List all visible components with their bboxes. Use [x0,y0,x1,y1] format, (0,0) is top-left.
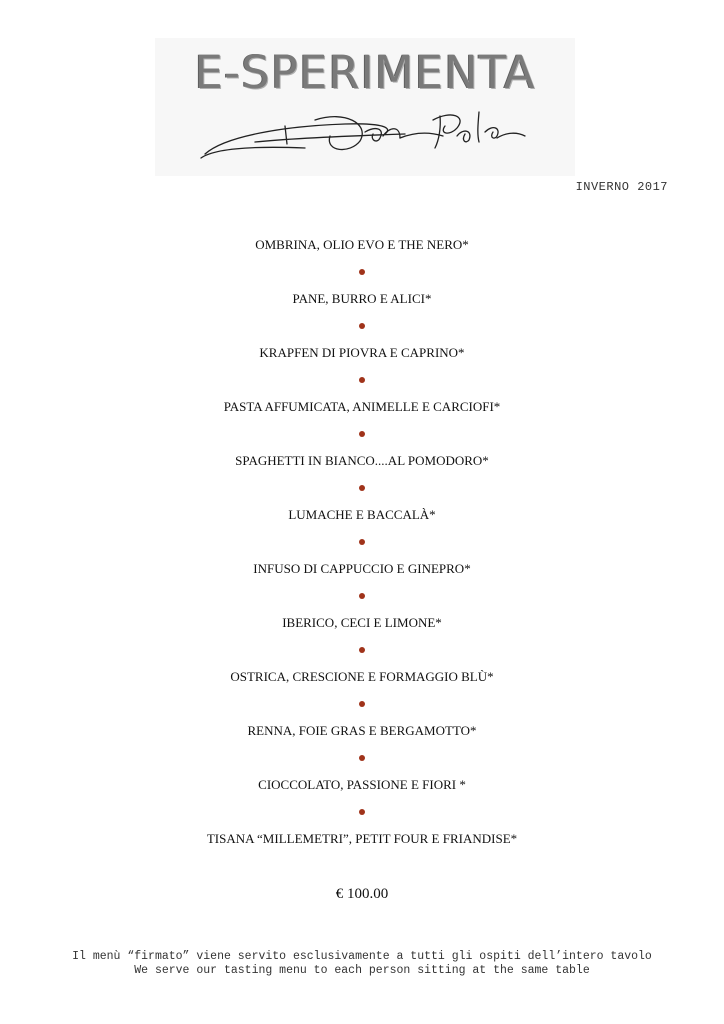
chef-signature-image [195,96,535,176]
menu-course: PANE, BURRO E ALICI* [292,291,432,306]
course-separator [0,740,724,776]
course-separator [0,794,724,830]
separator-dot-icon [359,755,365,761]
footer-note-english: We serve our tasting menu to each person sitting at the same table [134,964,590,977]
menu-course: OSTRICA, CRESCIONE E FORMAGGIO BLÙ* [230,669,494,684]
menu-course: OMBRINA, OLIO EVO E THE NERO* [255,237,469,252]
course-separator [0,254,724,290]
season-label: INVERNO 2017 [575,180,668,194]
menu-course: INFUSO DI CAPPUCCIO E GINEPRO* [253,561,471,576]
menu-course: CIOCCOLATO, PASSIONE E FIORI * [258,777,466,792]
separator-dot-icon [359,269,365,275]
separator-dot-icon [359,539,365,545]
course-separator [0,524,724,560]
logo-wordmark: E-SPERIMENTA [194,46,536,99]
course-separator [0,416,724,452]
menu-course: RENNA, FOIE GRAS E BERGAMOTTO* [247,723,477,738]
menu-course: KRAPFEN DI PIOVRA E CAPRINO* [259,345,465,360]
menu-course: SPAGHETTI IN BIANCO....AL POMODORO* [235,453,489,468]
separator-dot-icon [359,485,365,491]
course-separator [0,470,724,506]
separator-dot-icon [359,377,365,383]
course-separator [0,686,724,722]
menu-course: IBERICO, CECI E LIMONE* [282,615,442,630]
menu-course: LUMACHE E BACCALÀ* [288,507,436,522]
menu-course: PASTA AFFUMICATA, ANIMELLE E CARCIOFI* [223,399,501,414]
separator-dot-icon [359,701,365,707]
restaurant-logo [155,38,575,176]
separator-dot-icon [359,809,365,815]
course-separator [0,578,724,614]
separator-dot-icon [359,323,365,329]
separator-dot-icon [359,431,365,437]
menu-course: TISANA “MILLEMETRI”, PETIT FOUR E FRIANDISE* [206,831,518,846]
course-separator [0,632,724,668]
separator-dot-icon [359,647,365,653]
footer-note [0,950,724,978]
footer-note-italian: Il menù “firmato” viene servito esclusivamente a tutti gli ospiti dell’intero tavolo [72,950,652,963]
course-separator [0,362,724,398]
menu-price: € 100.00 [335,886,389,902]
tasting-menu-list [0,236,724,848]
separator-dot-icon [359,593,365,599]
course-separator [0,308,724,344]
